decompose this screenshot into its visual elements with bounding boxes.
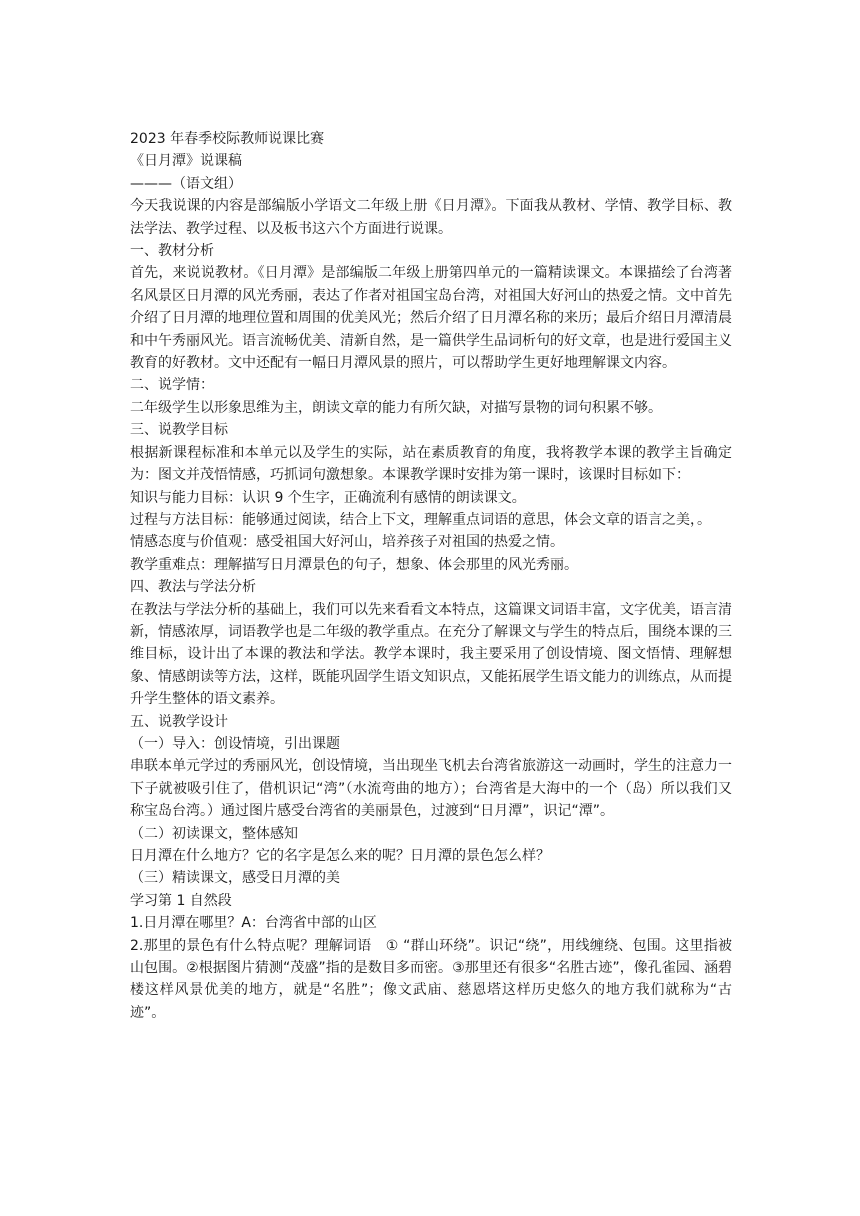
key-difficulty-line: 教学重难点：理解描写日月潭景色的句子，想象、体会那里的风光秀丽。 [130,556,578,573]
section-paragraph: 二年级学生以形象思维为主，朗读文章的能力有所欠缺，对描写景物的词句积累不够。 [130,399,662,416]
section-paragraph: 根据新课程标准和本单元以及学生的实际，站在素质教育的角度，我将教学本课的教学主旨确定为：图文并茂悟情感，巧抓词句激想象。本课教学课时安排为第一课时，该课时目标如下： [130,444,732,484]
question-line: 1.日月潭在哪里？A：台湾省中部的山区 [130,915,377,932]
section-heading: 四、教法与学法分析 [130,579,256,596]
section-heading: 三、说教学目标 [130,422,228,439]
group-label: ———（语文组） [130,175,242,192]
section-paragraph: 日月潭在什么地方？它的名字是怎么来的呢？日月潭的景色怎么样？ [130,848,550,864]
subsection-title: （二）初读课文，整体感知 [130,825,298,842]
goal-line: 过程与方法目标：能够通过阅读，结合上下文，理解重点词语的意思，体会文章的语言之美，。 [130,511,711,528]
section-paragraph: 首先，来说说教材。《日月潭》是部编版二年级上册第四单元的一篇精读课文。本课描绘了台湾著名风景区日月潭的风光秀丽，表达了作者对祖国宝岛台湾，对祖国大好河山的热爱之情。文中首先介绍了日月潭的地理位置和周围的优美风光；然后介绍了日月潭名称的来历；最后介绍日月潭清晨和中午秀丽风光。语言流畅优美、清新自然，是一篇供学生品词析句的好文章，也是进行爱国主义教育的好教材。文中还配有一幅日月潭风景的照片，可以帮助学生更好地理解课文内容。 [130,265,732,372]
document-page [130,128,732,1024]
section-paragraph: 串联本单元学过的秀丽风光，创设情境，当出现坐飞机去台湾省旅游这一动画时，学生的注意力一下子就被吸引住了，借机识记“湾”（水流弯曲的地方）；台湾省是大海中的一个（岛）所以我们又称宝岛台湾。）通过图片感受台湾省的美丽景色，过渡到“日月潭”，识记“潭”。 [130,758,732,820]
goal-line: 情感态度与价值观：感受祖国大好河山，培养孩子对祖国的热爱之情。 [130,534,564,551]
goal-line: 知识与能力目标：认识 9 个生字，正确流利有感情的朗读课文。 [130,489,526,506]
section-heading: 一、教材分析 [130,243,214,260]
intro-paragraph: 今天我说课的内容是部编版小学语文二年级上册《日月潭》。下面我从教材、学情、教学目标、教法学法、教学过程、以及板书这六个方面进行说课。 [130,198,732,237]
question-paragraph: 2.那里的景色有什么特点呢？理解词语 ① “群山环绕”。识记“绕”，用线缠绕、包围。这里指被山包围。②根据图片猜测“茂盛”指的是数目多而密。③那里还有很多“名胜古迹”，像孔雀园、涵碧楼这样风景优美的地方，就是“名胜”；像文武庙、慈恩塔这样历史悠久的地方我们就称为“古迹”。 [130,937,732,1021]
section-heading: 二、说学情： [130,377,214,394]
section-paragraph: 在教法与学法分析的基础上，我们可以先来看看文本特点，这篇课文词语丰富，文字优美，语言清新，情感浓厚，词语教学也是二年级的教学重点。在充分了解课文与学生的特点后，围绕本课的三维目标，设计出了本课的教法和学法。教学本课时，我主要采用了创设情境、图文悟情、理解想象、情感朗读等方法，这样，既能巩固学生语文知识点，又能拓展学生语文能力的训练点，从而提升学生整体的语文素养。 [130,601,732,708]
section-heading: 五、说教学设计 [130,713,228,730]
subsection-label: 学习第 1 自然段 [130,892,232,909]
subsection-title: （一）导入：创设情境，引出课题 [130,735,340,752]
subsection-title: （三）精读课文，感受日月潭的美 [130,870,340,887]
competition-title: 2023 年春季校际教师说课比赛 [130,131,325,147]
document-title: 《日月潭》说课稿 [130,153,242,170]
